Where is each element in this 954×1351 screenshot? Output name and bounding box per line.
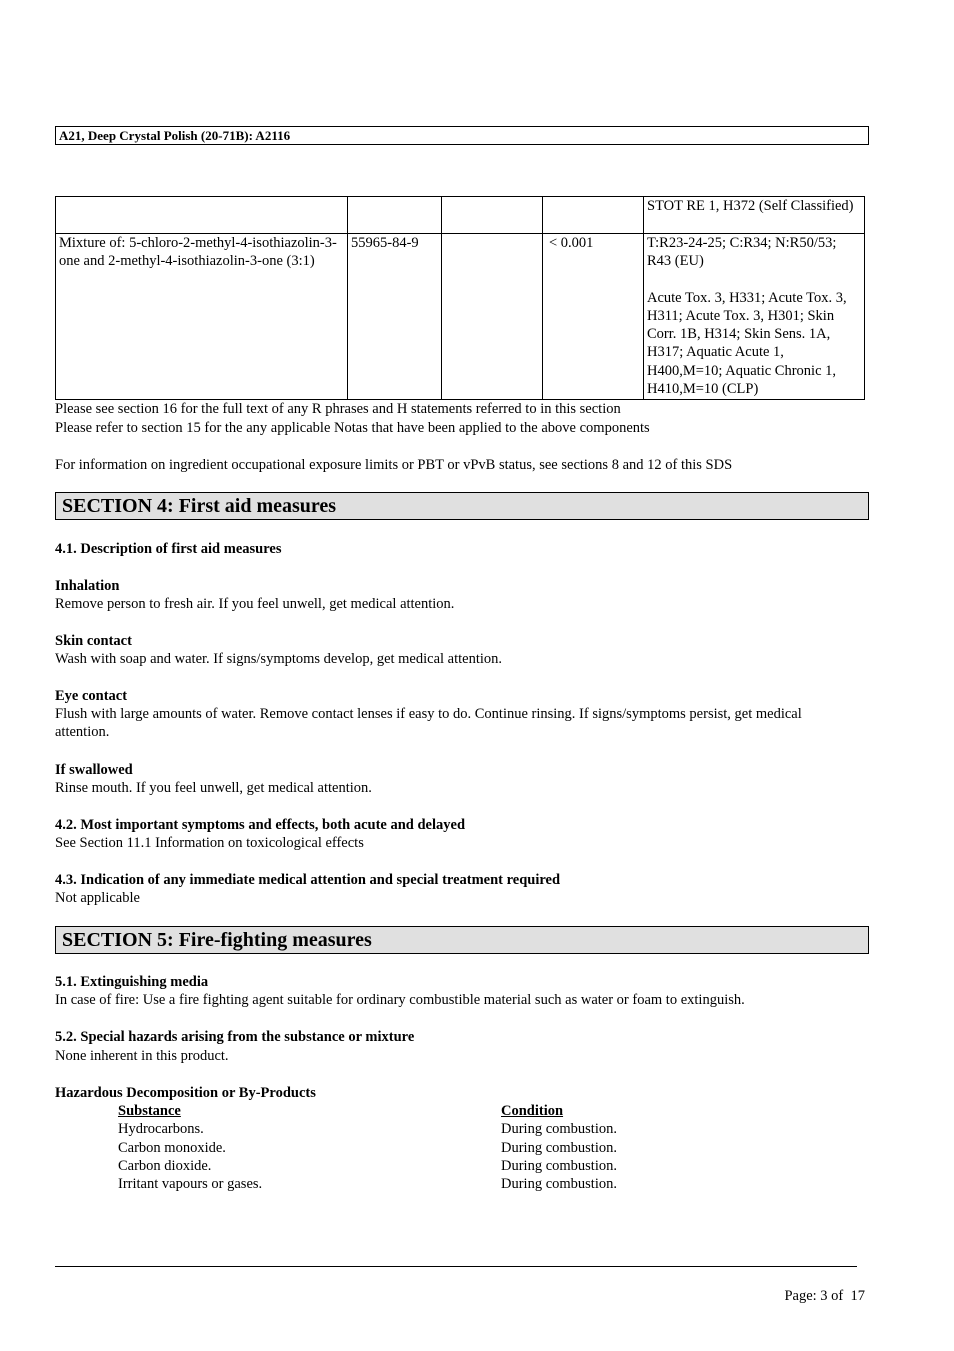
skin-contact-heading: Skin contact <box>55 633 132 649</box>
skin-contact-text: Wash with soap and water. If signs/symptoms develop, get medical attention. <box>55 651 503 667</box>
eye-contact-heading: Eye contact <box>55 688 128 704</box>
subsection-5-1: 5.1. Extinguishing media <box>55 974 209 990</box>
ingredient-name: Mixture of: 5-chloro-2-methyl-4-isothiazolin-3-one and 2-methyl-4-isothiazolin-3-one (3:1) <box>56 234 348 400</box>
substance-cell: Carbon dioxide. <box>118 1158 212 1174</box>
ec-number <box>442 197 543 234</box>
condition-cell: During combustion. <box>501 1140 617 1156</box>
classification: T:R23-24-25; C:R34; N:R50/53; R43 (EU) Acute Tox. 3, H331; Acute Tox. 3, H311; Acute Tox. 3, H301; Skin Corr. 1B, H314; Skin Sens. 1A, H317; Aquatic Acute 1, H400,M=10; Aquatic Chronic 1, H410,M=10 (CLP) <box>644 234 865 400</box>
subsection-4-3: 4.3. Indication of any immediate medical attention and special treatment required <box>55 872 561 888</box>
inhalation-text: Remove person to fresh air. If you feel unwell, get medical attention. <box>55 596 455 612</box>
section-4-title: SECTION 4: First aid measures <box>55 492 869 520</box>
inhalation-heading: Inhalation <box>55 578 120 594</box>
page-number: Page: 3 of 17 <box>784 1288 865 1304</box>
cas-number: 55965-84-9 <box>348 234 442 400</box>
subsection-4-2-text: See Section 11.1 Information on toxicological effects <box>55 835 364 851</box>
condition-column-header: Condition <box>501 1103 564 1119</box>
substance-cell: Carbon monoxide. <box>118 1140 226 1156</box>
condition-cell: During combustion. <box>501 1158 617 1174</box>
percent-by-weight: < 0.001 <box>543 234 644 400</box>
ec-number <box>442 234 543 400</box>
subsection-4-3-text: Not applicable <box>55 890 140 906</box>
subsection-5-2: 5.2. Special hazards arising from the substance or mixture <box>55 1029 415 1045</box>
substance-column-header: Substance <box>118 1103 181 1119</box>
footer-divider <box>55 1266 857 1267</box>
condition-cell: During combustion. <box>501 1121 617 1137</box>
table-row <box>56 234 865 400</box>
note-r-phrases: Please see section 16 for the full text of any R phrases and H statements referred to in this section <box>55 401 621 417</box>
subsection-4-2: 4.2. Most important symptoms and effects, both acute and delayed <box>55 817 466 833</box>
hazardous-decomposition-heading: Hazardous Decomposition or By-Products <box>55 1085 316 1101</box>
percent-by-weight <box>543 197 644 234</box>
note-notas: Please refer to section 15 for the any applicable Notas that have been applied to the above components <box>55 420 650 436</box>
ingredient-name <box>56 197 348 234</box>
section-5-title: SECTION 5: Fire-fighting measures <box>55 926 869 954</box>
substance-cell: Irritant vapours or gases. <box>118 1176 263 1192</box>
subsection-5-2-text: None inherent in this product. <box>55 1048 229 1064</box>
table-row <box>56 197 865 234</box>
classification: STOT RE 1, H372 (Self Classified) <box>644 197 865 234</box>
cas-number <box>348 197 442 234</box>
substance-cell: Hydrocarbons. <box>118 1121 204 1137</box>
subsection-5-1-text: In case of fire: Use a fire fighting agent suitable for ordinary combustible material such as water or foam to extinguish. <box>55 992 745 1008</box>
document-header: A21, Deep Crystal Polish (20-71B): A2116 <box>55 126 869 145</box>
condition-cell: During combustion. <box>501 1176 617 1192</box>
note-exposure-limits: For information on ingredient occupational exposure limits or PBT or vPvB status, see sections 8 and 12 of this SDS <box>55 457 733 473</box>
composition-table <box>55 196 865 400</box>
if-swallowed-text: Rinse mouth. If you feel unwell, get medical attention. <box>55 780 372 796</box>
eye-contact-text: Flush with large amounts of water. Remove contact lenses if easy to do. Continue rinsing. If signs/symptoms persist, get medical attention. <box>55 706 802 741</box>
if-swallowed-heading: If swallowed <box>55 762 133 778</box>
subsection-4-1: 4.1. Description of first aid measures <box>55 541 282 557</box>
